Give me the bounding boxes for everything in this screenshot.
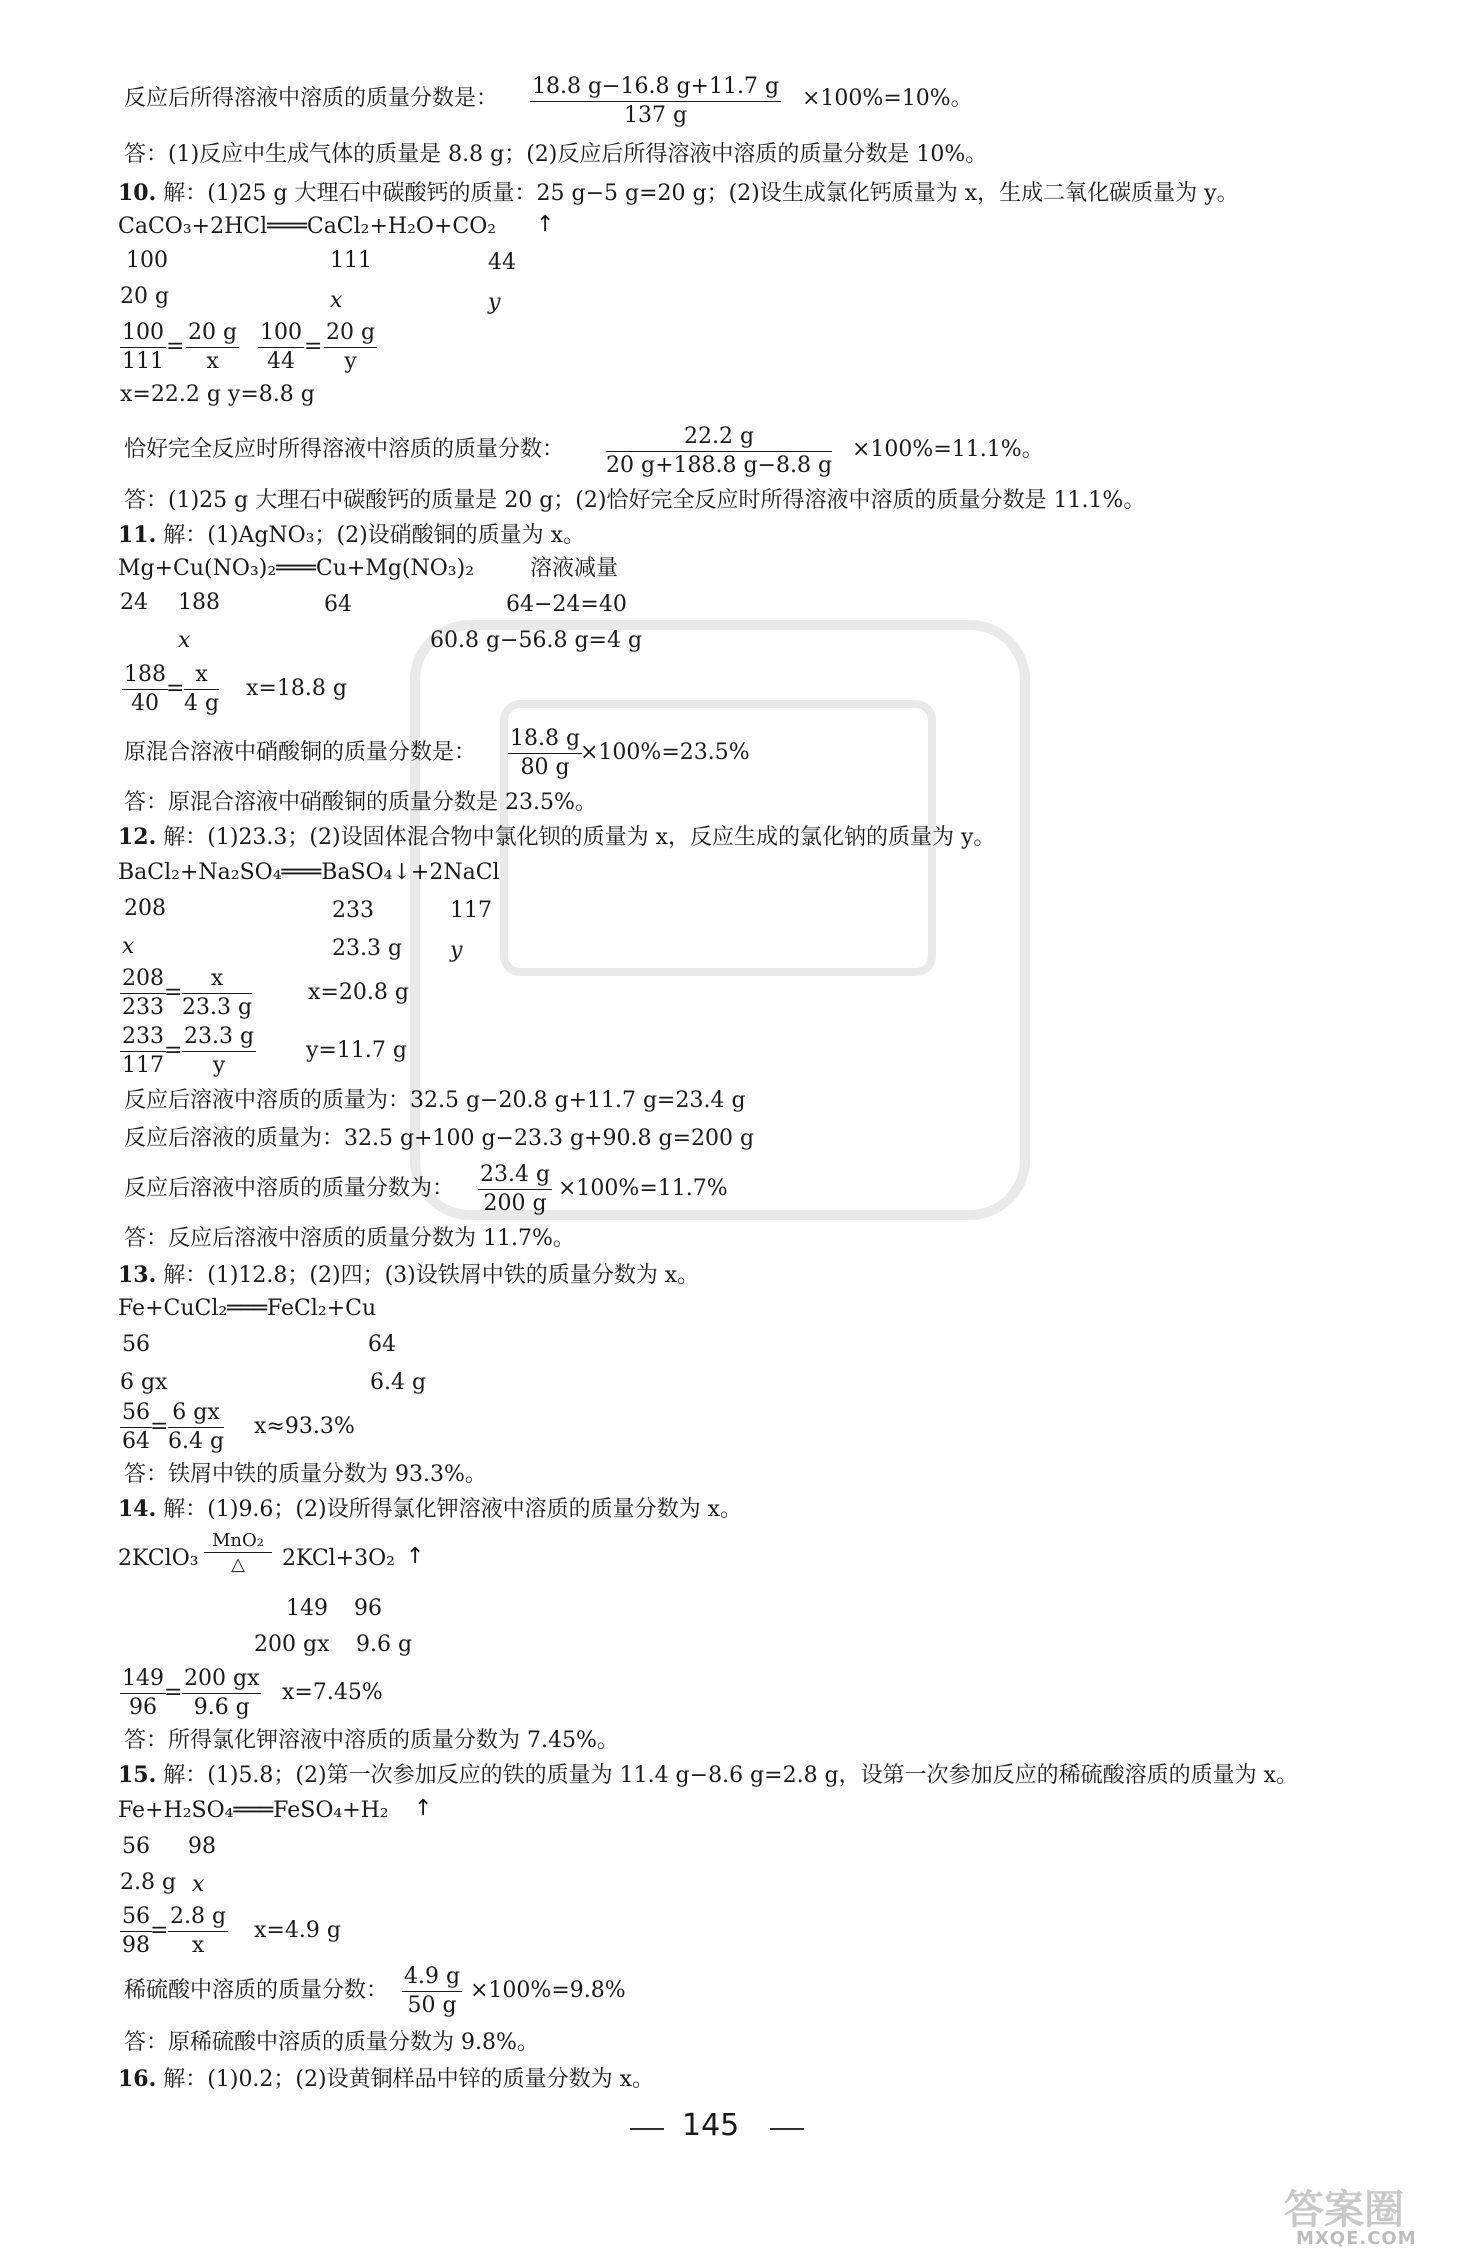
equals-sign: = [150, 1918, 169, 1943]
q10-known-2: x [330, 288, 343, 313]
q11-number: 11. [118, 522, 157, 548]
q12-fraction-4: $\frac{23.3 g}{y}$ [184, 1024, 255, 1078]
q10-known-1: 20 g [120, 284, 170, 309]
q15-number: 15. [118, 1762, 157, 1788]
q12-big-fraction: $\frac{23.4 g}{200 g}$ [480, 1162, 551, 1216]
q13-fraction-1: $\frac{56}{64}$ [122, 1400, 150, 1454]
q16-number: 16. [118, 2066, 157, 2092]
line-1-prefix: 反应后所得溶液中溶质的质量分数是： [124, 86, 499, 111]
q13-fraction-2: $\frac{6 gx}{6.4 g}$ [168, 1400, 225, 1454]
q13-answer: 答：铁屑中铁的质量分数为 93.3%。 [124, 1462, 487, 1487]
q15-result: x=4.9 g [254, 1918, 341, 1943]
q10-text: 解：(1)25 g 大理石中碳酸钙的质量：25 g−5 g=20 g；(2)设生成氯化钙质量为 x，生成二氧化碳质量为 y。 [156, 181, 1239, 206]
q12-fraction-label: 反应后溶液中溶质的质量分数为： [124, 1176, 455, 1201]
q14-known-1: 200 gx [254, 1632, 330, 1657]
q11-known-4: 60.8 g−56.8 g=4 g [430, 628, 643, 653]
q12-result-2: y=11.7 g [306, 1038, 407, 1063]
catalyst-name: MnO₂ [204, 1530, 272, 1553]
q11-big-fraction: $\frac{18.8 g}{80 g}$ [510, 726, 581, 780]
q10-fraction-4: $\frac{20 g}{y}$ [326, 320, 376, 374]
q13-known-1: 6 gx [120, 1370, 168, 1395]
corner-site-label: MXQE.COM [1296, 2228, 1417, 2249]
q10-number: 10. [118, 180, 157, 206]
gas-arrow-icon: ↑ [406, 1544, 425, 1569]
q10-fraction-label: 恰好完全反应时所得溶液中溶质的质量分数： [124, 437, 565, 462]
q10-equation: CaCO₃+2HCl═══CaCl₂+H₂O+CO₂ [118, 214, 497, 239]
q14-mass-2: 96 [354, 1596, 382, 1621]
q12-fraction-1: $\frac{208}{233}$ [122, 966, 164, 1020]
q14-catalyst [204, 1530, 272, 1576]
q12-fraction-result: ×100%=11.7% [558, 1176, 728, 1201]
q12-mass-2: 233 [332, 898, 374, 923]
q12-solution-mass: 反应后溶液的质量为：32.5 g+100 g−23.3 g+90.8 g=200 g [124, 1126, 755, 1151]
q10-known-3: y [488, 290, 501, 315]
q12-known-2: 23.3 g [332, 936, 403, 961]
equals-sign: = [150, 1414, 169, 1439]
q12-text: 解：(1)23.3；(2)设固体混合物中氯化钡的质量为 x，反应生成的氯化钠的质量为 y。 [156, 825, 996, 850]
answer-line-9: 答：(1)反应中生成气体的质量是 8.8 g；(2)反应后所得溶液中溶质的质量分数是 10%。 [124, 142, 988, 167]
q11-result: x=18.8 g [246, 676, 347, 701]
q14-equation-right: 2KCl+3O₂ [282, 1546, 395, 1571]
q13-known-2: 6.4 g [370, 1370, 427, 1395]
q11-known-x: x [178, 628, 191, 653]
fraction-numerator: 18.8 g−16.8 g+11.7 g [530, 74, 781, 102]
q11-mass-2: 188 [178, 590, 220, 615]
page-number-dash-right [770, 2128, 804, 2130]
page-number-dash-left [630, 2128, 664, 2130]
q11-fraction-2: $\frac{x}{4 g}$ [184, 662, 220, 716]
q14-text: 解：(1)9.6；(2)设所得氯化钾溶液中溶质的质量分数为 x。 [156, 1497, 742, 1522]
q12-known-1: x [122, 934, 135, 959]
equals-sign: = [304, 334, 323, 359]
q11-text: 解：(1)AgNO₃；(2)设硝酸铜的质量为 x。 [156, 523, 586, 548]
q11-equation: Mg+Cu(NO₃)₂═══Cu+Mg(NO₃)₂ [118, 556, 475, 581]
q15-equation: Fe+H₂SO₄═══FeSO₄+H₂ [118, 1798, 389, 1823]
q15-mass-1: 56 [122, 1834, 150, 1859]
q14-equation-left: 2KClO₃ [118, 1546, 199, 1571]
corner-logo: 答案圈 [1284, 2187, 1404, 2233]
q11-fraction-label: 原混合溶液中硝酸铜的质量分数是： [124, 740, 477, 765]
q10-result: x=22.2 g y=8.8 g [120, 382, 315, 407]
q11-heading [118, 522, 585, 549]
q12-solute-mass: 反应后溶液中溶质的质量为：32.5 g−20.8 g+11.7 g=23.4 g [124, 1088, 746, 1113]
q14-answer: 答：所得氯化钾溶液中溶质的质量分数为 7.45%。 [124, 1728, 619, 1753]
q10-fraction-2: $\frac{20 g}{x}$ [188, 320, 238, 374]
gas-arrow-icon: ↑ [536, 212, 555, 237]
q15-big-fraction: $\frac{4.9 g}{50 g}$ [404, 1964, 461, 2018]
equals-sign: = [164, 980, 183, 1005]
q12-heading [118, 824, 995, 851]
q14-fraction-2: $\frac{200 gx}{9.6 g}$ [184, 1666, 260, 1720]
q10-answer: 答：(1)25 g 大理石中碳酸钙的质量是 20 g；(2)恰好完全反应时所得溶液中溶质的质量分数是 11.1%。 [124, 488, 1146, 513]
q10-fraction-result: ×100%=11.1%。 [852, 437, 1044, 462]
q12-number: 12. [118, 824, 157, 850]
q12-equation: BaCl₂+Na₂SO₄═══BaSO₄↓+2NaCl [118, 860, 500, 885]
q15-known-1: 2.8 g [120, 1870, 177, 1895]
q15-fraction-2: $\frac{2.8 g}{x}$ [170, 1904, 227, 1958]
equals-sign: = [166, 676, 185, 701]
q14-heading [118, 1496, 742, 1523]
q12-fraction-3: $\frac{233}{117}$ [122, 1024, 164, 1078]
page-number: 145 [682, 2108, 740, 2143]
equals-sign: = [166, 334, 185, 359]
q15-text: 解：(1)5.8；(2)第一次参加反应的铁的质量为 11.4 g−8.6 g=2.8 g，设第一次参加反应的稀硫酸溶质的质量为 x。 [156, 1763, 1299, 1788]
q14-fraction-1: $\frac{149}{96}$ [122, 1666, 164, 1720]
q12-mass-3: 117 [450, 898, 492, 923]
q11-equation-note: 溶液减量 [530, 556, 619, 581]
q10-heading [118, 180, 1239, 207]
q15-mass-2: 98 [188, 1834, 216, 1859]
q10-fraction-1: $\frac{100}{111}$ [122, 320, 164, 374]
q12-answer: 答：反应后溶液中溶质的质量分数为 11.7%。 [124, 1226, 575, 1251]
q11-mass-4: 64−24=40 [506, 592, 627, 617]
line-1-suffix: ×100%=10%。 [802, 86, 973, 111]
q13-equation: Fe+CuCl₂═══FeCl₂+Cu [118, 1296, 377, 1321]
q14-mass-1: 149 [286, 1596, 328, 1621]
q15-answer: 答：原稀硫酸中溶质的质量分数为 9.8%。 [124, 2030, 539, 2055]
q13-mass-2: 64 [368, 1332, 396, 1357]
q12-result-1: x=20.8 g [308, 980, 409, 1005]
q10-big-fraction: $\frac{22.2 g}{20 g+188.8 g-8.8 g}$ [606, 424, 833, 478]
q13-mass-1: 56 [122, 1332, 150, 1357]
q11-mass-3: 64 [324, 592, 352, 617]
q13-result: x≈93.3% [254, 1414, 355, 1439]
q12-known-3: y [450, 938, 463, 963]
fraction-denominator: 137 g [623, 103, 688, 128]
q10-mass-3: 44 [488, 250, 516, 275]
q15-known-2: x [192, 1872, 205, 1897]
q14-number: 14. [118, 1496, 157, 1522]
q16-text: 解：(1)0.2；(2)设黄铜样品中锌的质量分数为 x。 [156, 2067, 654, 2092]
q15-fraction-1: $\frac{56}{98}$ [122, 1904, 150, 1958]
q12-fraction-2: $\frac{x}{23.3 g}$ [182, 966, 253, 1020]
heat-triangle-icon: △ [231, 1554, 245, 1575]
q11-mass-1: 24 [120, 590, 148, 615]
gas-arrow-icon: ↑ [414, 1796, 433, 1821]
q13-heading [118, 1262, 699, 1289]
q11-fraction-result: ×100%=23.5% [580, 740, 750, 765]
q15-heading [118, 1762, 1298, 1789]
q13-number: 13. [118, 1262, 157, 1288]
q13-text: 解：(1)12.8；(2)四；(3)设铁屑中铁的质量分数为 x。 [156, 1263, 700, 1288]
q10-fraction-3: $\frac{100}{44}$ [260, 320, 302, 374]
q15-fraction-label: 稀硫酸中溶质的质量分数： [124, 1978, 389, 2003]
equals-sign: = [164, 1680, 183, 1705]
q14-result: x=7.45% [282, 1680, 383, 1705]
q14-known-2: 9.6 g [356, 1632, 413, 1657]
q10-mass-1: 100 [126, 248, 168, 273]
q11-answer: 答：原混合溶液中硝酸铜的质量分数是 23.5%。 [124, 790, 597, 815]
equals-sign: = [164, 1038, 183, 1063]
q15-fraction-result: ×100%=9.8% [470, 1978, 626, 2003]
q11-fraction-1: $\frac{188}{40}$ [124, 662, 166, 716]
q10-mass-2: 111 [330, 248, 372, 273]
fraction-line-1 [530, 74, 781, 129]
q12-mass-1: 208 [124, 896, 166, 921]
q16-heading [118, 2066, 654, 2093]
